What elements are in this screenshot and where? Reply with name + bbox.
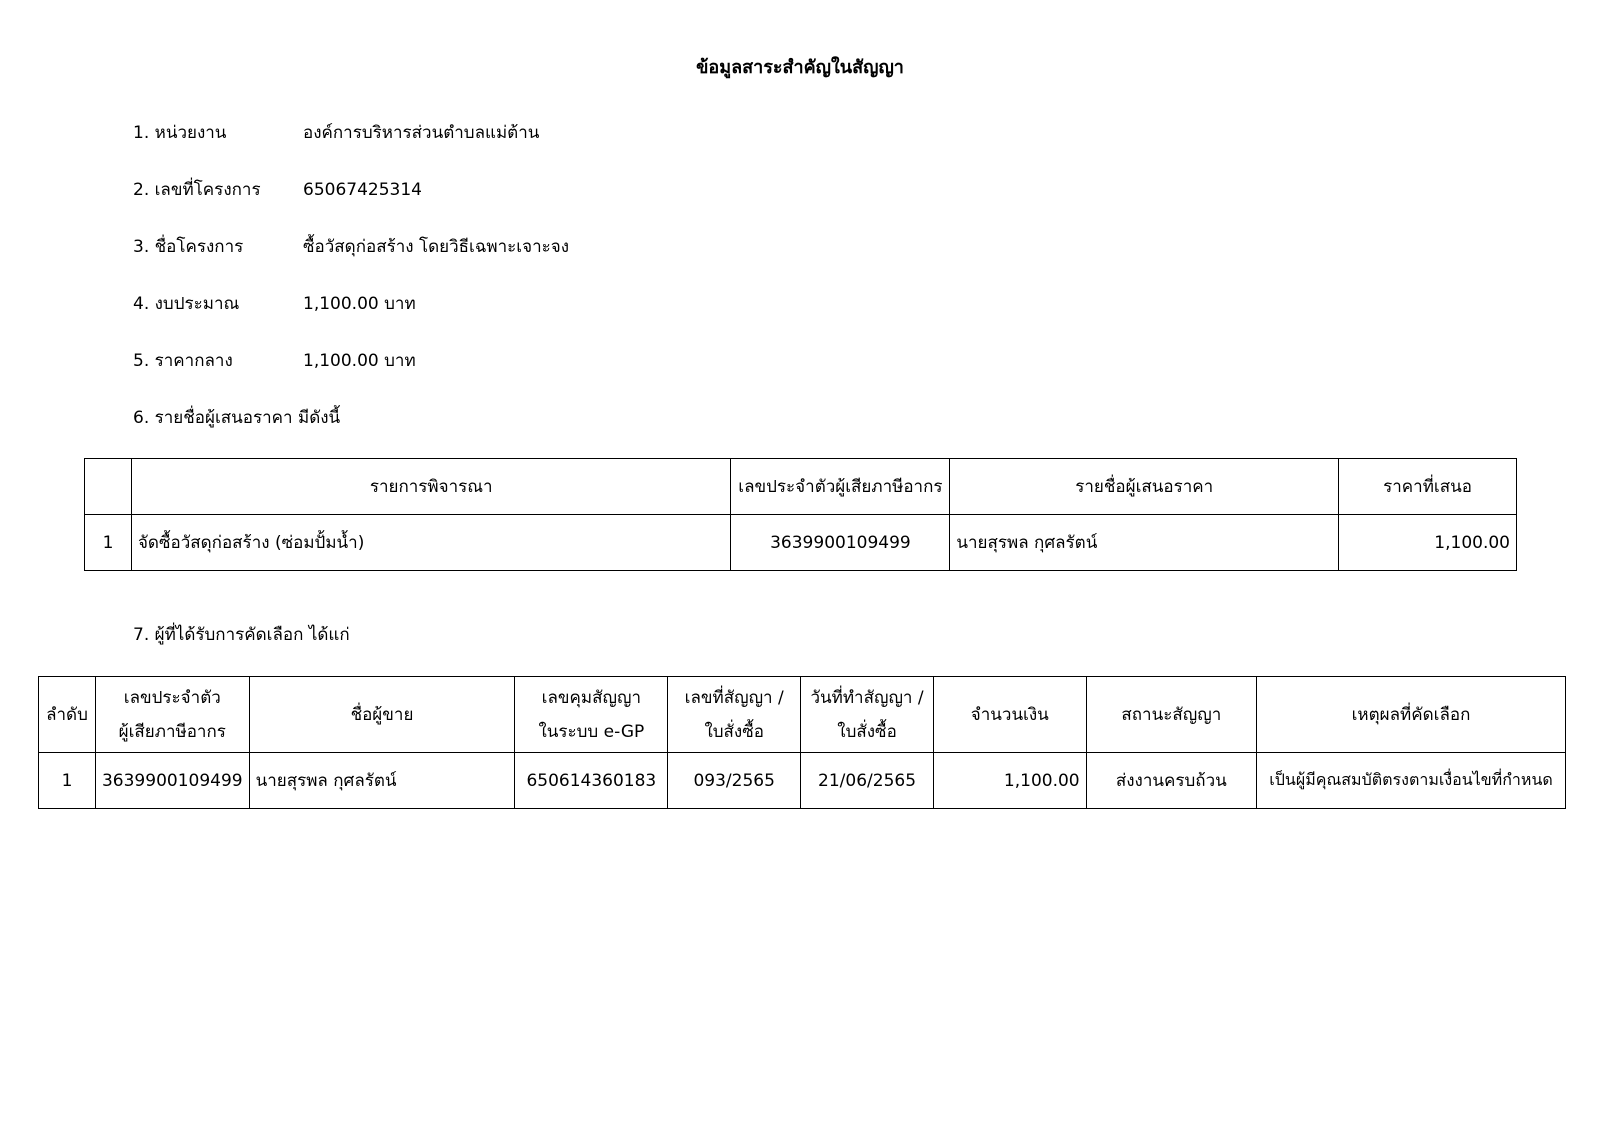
header-line: ใบสั่งซื้อ <box>837 721 897 742</box>
table-header-row <box>85 459 1517 515</box>
table-cell: 1,100.00 <box>933 753 1086 809</box>
header-cell <box>801 677 934 753</box>
header-cell <box>249 677 515 753</box>
header-cell <box>95 677 249 753</box>
header-cell: รายชื่อผู้เสนอราคา <box>950 459 1339 515</box>
table-header-row <box>39 677 1566 753</box>
header-line: ใบสั่งซื้อ <box>704 721 764 742</box>
table-row <box>39 753 1566 809</box>
field-value: 1,100.00 บาท <box>303 351 416 371</box>
table-cell: 1 <box>39 753 96 809</box>
header-cell <box>1086 677 1256 753</box>
header-line: เลขที่สัญญา / <box>684 687 784 708</box>
field-value: 65067425314 <box>303 180 422 200</box>
header-cell: รายการพิจารณา <box>131 459 730 515</box>
field-value: องค์การบริหารส่วนตำบลแม่ต้าน <box>303 123 540 143</box>
bidders-table <box>84 458 1517 571</box>
selected-vendor-table <box>38 676 1566 809</box>
header-line: ในระบบ e-GP <box>538 721 645 742</box>
header-cell <box>39 677 96 753</box>
table-cell: 093/2565 <box>668 753 801 809</box>
header-line: เลขประจำตัว <box>123 687 221 708</box>
table-cell: เป็นผู้มีคุณสมบัติตรงตามเงื่อนไขที่กำหนด <box>1257 753 1566 809</box>
header-line: ชื่อผู้ขาย <box>350 704 414 725</box>
header-cell <box>515 677 668 753</box>
field-value: 1,100.00 บาท <box>303 294 416 314</box>
header-cell <box>668 677 801 753</box>
header-cell: เลขประจำตัวผู้เสียภาษีอากร <box>731 459 950 515</box>
field-label: 4. งบประมาณ <box>133 294 240 314</box>
section-7-heading: 7. ผู้ที่ได้รับการคัดเลือก ได้แก่ <box>133 625 350 645</box>
field-label: 2. เลขที่โครงการ <box>133 180 261 200</box>
table-cell: 650614360183 <box>515 753 668 809</box>
table-cell: นายสุรพล กุศลรัตน์ <box>249 753 515 809</box>
section-6-heading: 6. รายชื่อผู้เสนอราคา มีดังนี้ <box>133 408 341 428</box>
table-cell: 3639900109499 <box>731 515 950 571</box>
field-label: 5. ราคากลาง <box>133 351 233 371</box>
header-line: วันที่ทำสัญญา / <box>810 687 924 708</box>
table-cell: จัดซื้อวัสดุก่อสร้าง (ซ่อมปั้มน้ำ) <box>131 515 730 571</box>
table-row <box>85 515 1517 571</box>
header-cell: ราคาที่เสนอ <box>1339 459 1517 515</box>
table-cell: 1 <box>85 515 132 571</box>
header-line: ผู้เสียภาษีอากร <box>118 721 226 742</box>
table-cell: 21/06/2565 <box>801 753 934 809</box>
field-label: 1. หน่วยงาน <box>133 123 227 143</box>
table-cell: 3639900109499 <box>95 753 249 809</box>
header-line: เลขคุมสัญญา <box>541 687 641 708</box>
header-line: สถานะสัญญา <box>1121 704 1222 725</box>
table-cell: ส่งงานครบถ้วน <box>1086 753 1256 809</box>
header-cell <box>85 459 132 515</box>
field-label: 3. ชื่อโครงการ <box>133 237 244 257</box>
field-value: ซื้อวัสดุก่อสร้าง โดยวิธีเฉพาะเจาะจง <box>303 237 570 257</box>
header-line: เหตุผลที่คัดเลือก <box>1351 704 1471 725</box>
header-cell <box>1257 677 1566 753</box>
header-line: จำนวนเงิน <box>970 704 1049 725</box>
header-cell <box>933 677 1086 753</box>
header-line: ลำดับ <box>46 704 88 725</box>
document-title: ข้อมูลสาระสำคัญในสัญญา <box>696 57 904 78</box>
table-cell: 1,100.00 <box>1339 515 1517 571</box>
table-cell: นายสุรพล กุศลรัตน์ <box>950 515 1339 571</box>
